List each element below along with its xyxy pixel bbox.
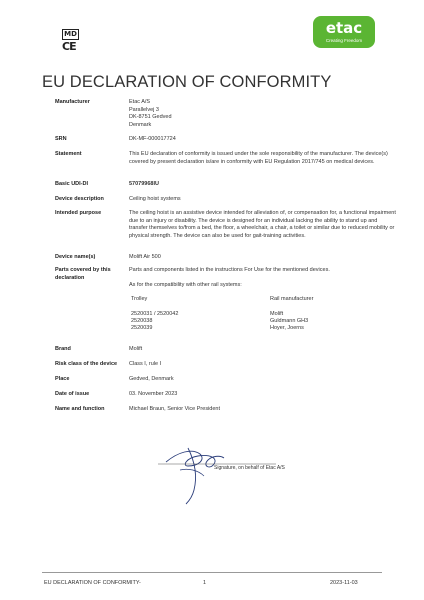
footer-date: 2023-11-03 — [330, 580, 358, 586]
parts-label: Parts covered by this declaration — [55, 267, 111, 281]
trolley-item: 2520031 / 2520042 — [131, 311, 179, 317]
rail-manufacturer-list — [270, 311, 308, 332]
name-function-value: Michael Braun, Senior Vice President — [129, 406, 221, 412]
risk-class-label: Risk class of the device — [55, 361, 118, 367]
risk-class-value: Class I, rule I — [129, 361, 162, 367]
footer-divider — [42, 572, 382, 573]
basic-udi-label: Basic UDI-DI — [55, 181, 89, 187]
trolley-item: 2520039 — [131, 325, 153, 331]
name-function-label: Name and function — [55, 406, 105, 412]
device-description-value: Ceiling hoist systems — [129, 196, 181, 202]
place-value: Gedved, Denmark — [129, 376, 174, 382]
logo-name: etac — [325, 19, 363, 37]
manufacturer-street: Parallelvej 3 — [129, 106, 159, 113]
statement-value: This EU declaration of conformity is issued under the sole responsibility of the manufacturer. The device(s) covered by present declaration is/are in conformity with EU Regulation 2017/745 on medical devices. — [129, 151, 388, 165]
md-mark: MD — [62, 29, 79, 40]
footer-doc-title: EU DECLARATION OF CONFORMITY- — [44, 580, 141, 586]
trolley-item: 2520038 — [131, 318, 153, 324]
device-names-value: Molift Air 500 — [129, 254, 161, 260]
manufacturer-name: Etac A/S — [129, 99, 151, 105]
device-description-label: Device description — [55, 196, 104, 202]
place-label: Place — [55, 376, 70, 382]
date-of-issue-label: Date of issue — [55, 391, 90, 397]
etac-logo — [313, 16, 375, 48]
brand-value: Molift — [129, 346, 143, 352]
document-title: EU DECLARATION OF CONFORMITY — [42, 73, 332, 91]
handwritten-signature — [158, 440, 278, 510]
basic-udi-value: 57079968IU — [129, 181, 159, 187]
intended-purpose-label: Intended purpose — [55, 210, 102, 216]
trolley-list — [131, 311, 178, 332]
srn-value: DK-MF-000017724 — [129, 136, 176, 142]
brand-label: Brand — [55, 346, 71, 352]
manufacturer-city: DK-8751 Gedved — [129, 114, 172, 120]
compatibility-intro: As for the compatibility with other rail systems: — [129, 282, 242, 288]
rail-manufacturer-header: Rail manufacturer — [270, 296, 314, 302]
manufacturer-label: Manufacturer — [55, 99, 90, 105]
ce-mark: CE — [62, 40, 76, 53]
manufacturer-country: Denmark — [129, 121, 152, 128]
rail-manufacturer-item: Guldmann GH3 — [270, 318, 309, 324]
manufacturer-value — [129, 99, 397, 129]
signature-caption: Signature, on behalf of Etac A/S — [214, 465, 285, 471]
logo-tagline: Creating Freedom — [325, 38, 363, 43]
rail-manufacturer-item: Hoyer, Joerns — [270, 325, 304, 331]
device-names-label: Device name(s) — [55, 254, 96, 260]
trolley-header: Trolley — [131, 296, 148, 302]
date-of-issue-value: 03. November 2023 — [129, 391, 178, 397]
parts-value: Parts and components listed in the instructions For Use for the mentioned devices. — [129, 267, 330, 273]
intended-purpose-value: The ceiling hoist is an assistive device intended for alleviation of, or compensation for, a functional impairment due to an injury or disability. The device is designed for an individual lacking the ability to stand up and transfer themselves to/from a bed, the floor, a wheelchair, a chair, a toilet or similar due to reduced mobility or physical strength. The device can also be used for gait-training activities. — [129, 210, 396, 239]
statement-label: Statement — [55, 151, 82, 157]
footer-page-number: 1 — [203, 580, 207, 586]
srn-label: SRN — [55, 136, 67, 142]
rail-manufacturer-item: Molift — [270, 311, 284, 317]
